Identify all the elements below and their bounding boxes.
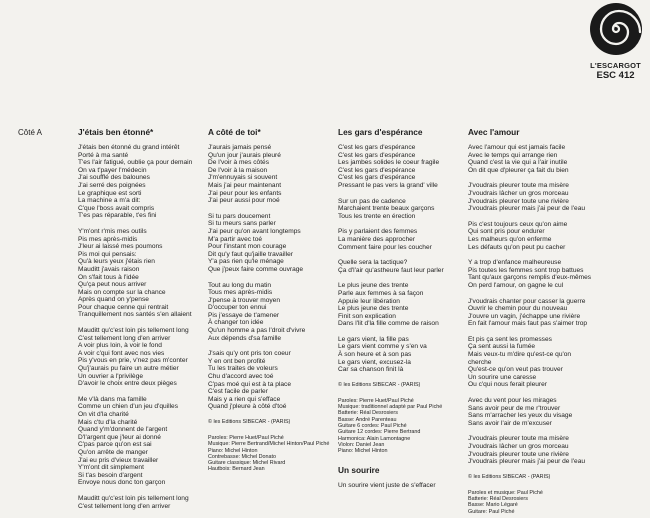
lyric-line: cherche [468, 358, 492, 366]
lyric-line: Avec du vent pour les mirages [468, 397, 557, 405]
lyric-line: Mais c'tu d'la charité [78, 418, 138, 426]
lyric-line: C'est tellement long d'en arriver [78, 334, 171, 342]
lyric-line: D'l'argent que j'leur ai donné [78, 433, 161, 441]
song-title: J'étais ben étonné* [78, 127, 154, 137]
lyric-line: J'ai peur qu'on avant longtemps [208, 227, 301, 235]
lyric-line: Pour l'instant mon courage [208, 243, 287, 251]
escargot-logo [581, 0, 650, 81]
lyrics [468, 144, 596, 466]
lyric-line: Pour chaque cenne qui rentrait [78, 303, 169, 311]
lyric-line: Sur un pas de cadence [338, 197, 406, 205]
credits [338, 398, 466, 455]
lyric-line: Pis c'est toujours ceux qu'on aime [468, 220, 568, 228]
credit-line: Guitare: Paul Piché [468, 508, 515, 515]
credit-line: Hautbois: Bernard Jean [208, 466, 265, 473]
credit-line: Guitare 6 cordes: Paul Piché [338, 423, 407, 430]
lyric-line: J'voudrais pleurer toute une rivière [468, 450, 569, 458]
lyric-line: C'que l'boss avait compris [78, 204, 155, 212]
credit-line: Paroles et musique: Paul Piché [468, 489, 543, 496]
lyric-line: J'étais ben étonné du grand intérêt [78, 144, 180, 151]
lyric-line: C'est les gars d'espérance [338, 166, 416, 174]
copyright-notice: © les Editions SIBECAR - (PARIS) [208, 419, 291, 425]
lyric-line: À son heure et à son pas [338, 351, 412, 359]
lyric-line: Aux dépends d'sa famille [208, 334, 282, 342]
lyric-line: Envoye nous donc ton garçon [78, 479, 166, 487]
lyric-line: J'ai peur pour les enfants [208, 189, 282, 197]
credit-line: Basse: André Parenteau [338, 416, 397, 423]
lyric-line: Y'm'ont r'mis mes outils [78, 227, 147, 235]
credit-line: Batterie: Réal Desrosiers [338, 410, 398, 417]
lyric-line: Quand y'm'donnent de l'argent [78, 426, 168, 434]
lyric-line: Les défauts qu'on peut pu cacher [468, 243, 566, 251]
lyric-line: Porté à ma santé [78, 151, 129, 159]
lyric-line: Pis j'essaye de t'amener [208, 311, 280, 319]
lyric-line: Appuie leur libération [338, 297, 400, 305]
lyric-line: Un ouvrier a l'privilège [78, 372, 144, 380]
lyric-line: Ça sent aussi la fumée [468, 343, 536, 351]
song-title: Avec l'amour [468, 127, 520, 137]
stanza [468, 397, 596, 427]
lyric-line: Car sa chanson finit là [338, 366, 404, 374]
lyric-line: Tous mes après-midis [208, 289, 273, 297]
lyric-line: C'est les gars d'espérance [338, 151, 416, 159]
stanza [468, 144, 596, 174]
lyric-line: Ou c'qui nous ferait pleurer [468, 381, 547, 389]
lyric-line: Sans avoir l'air de m'excuser [468, 419, 552, 427]
lyric-line: Quand j'pleure à côté d'toé [208, 403, 287, 411]
stanza [338, 282, 466, 328]
lyric-line: On vit d'la charité [78, 411, 129, 418]
lyric-line: Tu les traites de voleurs [208, 365, 278, 373]
lyric-line: A voir plus loin, à voir le fond [78, 342, 162, 350]
lyrics [78, 144, 206, 510]
lyric-line: C'est les gars d'espérance [338, 174, 416, 182]
stanza [468, 259, 596, 289]
credits [468, 490, 596, 515]
stanza [468, 435, 596, 465]
lyric-line: Pis y parlaient des femmes [338, 228, 418, 236]
credit-line: Paroles: Pierre Huet/Paul Piché [338, 397, 414, 404]
lyric-line: J'ai eu pris d'vieux travailler [78, 456, 159, 464]
stanza [78, 327, 206, 388]
lyric-line: C'est facile de parler [208, 388, 268, 396]
snail-spiral-icon [589, 2, 643, 56]
lyric-line: J'leur ai laissé mes poumons [78, 243, 163, 251]
lyric-line: J'voudrais lâcher un gros morceau [468, 189, 569, 197]
lyric-line: Mais veux-tu m'dire qu'est-ce qu'on [468, 351, 572, 359]
credit-line: Violon: Daniel Jean [338, 441, 385, 448]
credit-line: Guitare classique: Michel Rivard [208, 460, 286, 467]
lyric-line: Après quand on y'pense [78, 296, 149, 304]
stanza [208, 213, 336, 274]
lyric-line: De l'voir à mes côtés [208, 159, 269, 167]
credit-line: Contrebasse: Michel Donato [208, 453, 277, 460]
stanza [78, 228, 206, 319]
lyric-line: J'ai soufflé des balounes [78, 174, 150, 182]
credit-line: Basse: Mario Légaré [468, 502, 518, 509]
lyric-line: J'pense à trouver moyen [208, 296, 280, 304]
lyric-line: Finit son explication [338, 312, 396, 320]
lyric-line: On dit que d'pleurer ça fait du bien [468, 166, 569, 174]
catalog-number: ESC 412 [596, 70, 635, 81]
lyric-line: Les malheurs qu'on enferme [468, 235, 552, 243]
lyric-line: Quand c'est la vie qui a l'air inutile [468, 159, 568, 167]
lyric-line: Pis moi qui pensais: [78, 250, 137, 258]
lyric-line: Les jambes solides le coeur fragile [338, 159, 440, 167]
lyric-line: Pis toutes les femmes sont trop battues [468, 266, 584, 274]
song-title: A côté de toi* [208, 127, 261, 137]
lyric-line: Qu'un homme a pas l'droit d'vivre [208, 327, 306, 335]
lyric-line: C'est les gars d'espérance [338, 144, 416, 151]
stanza [468, 221, 596, 251]
lyric-line: Avec l'amour qui est jamais facile [468, 144, 566, 151]
copyright-notice: © les Editions SIBECAR - (PARIS) [468, 473, 551, 480]
label-name: L'ESCARGOT [590, 61, 641, 70]
stanza [78, 495, 206, 510]
lyric-line: Mais j'ai peur maintenant [208, 181, 282, 189]
stanza [338, 259, 466, 274]
lyric-line: Qu'est-ce qu'on veut pas trouver [468, 366, 563, 374]
credit-line: Piano: Michel Hinton [208, 447, 258, 454]
lyric-line: Ça d'l'air qu'astheure faut leur parler [338, 266, 444, 274]
lyric-line: Y'm'ont dit simplement [78, 464, 144, 472]
lyric-line: Qu'un jour j'aurais pleuré [208, 151, 281, 159]
lyric-line: Quelle sera la tactique? [338, 259, 408, 267]
lyric-line: Si tu pars doucement [208, 212, 271, 220]
lyric-line: Qui sont pris pour endurer [468, 228, 545, 236]
stanza [468, 298, 596, 328]
lyric-line: Y'a pas rien qu'le ménage [208, 258, 284, 266]
lyric-line: J'voudrais pleurer toute ma misère [468, 182, 569, 190]
lyric-line: Pis y'vous en prie, v'nez pas m'conter [78, 357, 188, 365]
song-column-2 [208, 127, 336, 473]
lyric-line: Mais y a rien qui s'efface [208, 395, 281, 403]
lyric-line: Sans m'arracher les yeux du visage [468, 412, 573, 420]
lyric-line: Pis mes après-midis [78, 235, 138, 243]
lyric-line: Mauditt j'avais raison [78, 265, 140, 273]
song-title-next: Un sourire [338, 464, 380, 475]
lyric-line: J'aurais jamais pensé [208, 144, 272, 151]
lyric-line: J'voudrais pleurer mais j'ai peur de l'eau [468, 458, 586, 466]
lyric-line: D'avoir le choix entre deux pièges [78, 380, 177, 388]
lyric-line: Et pis ça sent les promesses [468, 335, 552, 343]
credit-line: Musique: Pierre Bertrand/Michel Hinton/Paul Piché [208, 441, 330, 448]
lyric-line: Mauditt qu'c'est loin pis tellement long [78, 494, 189, 502]
lyric-line: C'est tellement long d'en arriver [78, 502, 171, 510]
song-column-3 [338, 127, 466, 489]
lyric-line: En fait l'amour mais faut pas s'aimer trop [468, 320, 588, 328]
lyric-line: C'pas parce qu'on est sai [78, 441, 152, 449]
credit-line: Batterie: Réal Desrosiers [468, 496, 528, 503]
lyric-line: Un sourire vient juste de s'effacer [338, 481, 436, 489]
lyric-line: J'm'ennuyais si souvent [208, 174, 278, 182]
lyric-line: De l'voir à la maison [208, 166, 268, 174]
credit-line: Guitare 12 cordes: Pierre Bertrand [338, 429, 421, 436]
lyric-line: La machine a m'a dit: [78, 197, 141, 205]
stanza [338, 144, 466, 190]
lyric-line: Me v'là dans ma famille [78, 395, 147, 403]
lyrics [208, 144, 336, 411]
lyric-line: J'ai peur aussi pour moé [208, 197, 280, 205]
side-label: Côté A [18, 128, 43, 137]
lyric-line: J'voudrais lâcher un gros morceau [468, 443, 569, 450]
stanza [208, 350, 336, 411]
lyric-line: Chu d'accord avec toé [208, 373, 274, 381]
lyrics [338, 144, 466, 374]
lyric-line: Si tu meurs sans parler [208, 220, 276, 228]
stanza [338, 336, 466, 374]
lyric-line: Y en ont ben profité [208, 357, 266, 365]
lyric-line: Qu'j'aurais pu faire un autre métier [78, 365, 179, 373]
credit-line: Musique: traditionnel adapté par Paul Piché [338, 404, 443, 411]
lyric-line: J'voudrais pleurer toute une rivière [468, 197, 569, 205]
lyric-line: On va t'payer l'médecin [78, 166, 147, 174]
song-column-4 [468, 127, 596, 515]
stanza [468, 336, 596, 389]
lyric-line: Pressant le pas vers la grand' ville [338, 181, 438, 189]
lyric-line: Le plus jeune des trente [338, 305, 409, 313]
lyric-line: C'pas moé qui est à ta place [208, 380, 291, 388]
lyric-line: La manière des approcher [338, 235, 415, 243]
lyric-line: Le gars vient comme y s'en va [338, 343, 427, 351]
lyric-line: Le plus jeune des trente [338, 282, 409, 290]
lyric-line: À changer ton idée [208, 319, 264, 327]
lyric-line: Dit qu'y faut qu'jaille travailler [208, 250, 293, 258]
lyric-line: Que j'peux faire comme ouvrage [208, 265, 304, 273]
lyric-line: Qu'on arrête de manger [78, 448, 148, 456]
stanza [208, 144, 336, 205]
lyric-line: Tout au long du matin [208, 281, 272, 289]
credits [208, 435, 336, 473]
lyric-line: Marchaient trente beaux garçons [338, 205, 435, 213]
lyric-line: J'ouvre un vagin, j'échappe une rivière [468, 312, 581, 320]
lyric-line: Tranquillement nos santés s'en allaient [78, 311, 192, 319]
song-column-1 [78, 127, 206, 518]
lyric-line: Mais on compte sur la chance [78, 288, 166, 296]
lyric-line: Ouvrir le chemin pour du nouveau [468, 305, 568, 313]
lyric-line: Sans avoir peur de me r'trouver [468, 404, 561, 412]
lyric-line: T'es l'air fatigué, oublie ça pour demain [78, 159, 193, 167]
lyric-line: Qu'à leurs yeux j'étais rien [78, 258, 155, 266]
stanza [78, 144, 206, 220]
stanza [338, 228, 466, 251]
lyric-line: J'voudrais pleurer toute ma misère [468, 435, 569, 443]
lyric-line: On s'fait tous à l'idée [78, 273, 139, 281]
lyric-line: Le gars vient, excusez-la [338, 358, 411, 366]
lyric-line: J'voudrais chanter pour casser la guerre [468, 297, 586, 305]
lyric-line: On perd l'amour, on gagne le cul [468, 281, 564, 289]
song-title: Les gars d'espérance [338, 127, 423, 137]
lyric-line: A voir c'qui font avec nos vies [78, 349, 165, 357]
credit-line: Harmonica: Alain Lamontagne [338, 435, 411, 442]
lyric-line: J'sais qu'y ont pris ton coeur [208, 350, 291, 358]
lyric-line: Y a trop d'enfance malheureuse [468, 259, 562, 267]
copyright-notice: © les Editions SIBECAR - (PARIS) [338, 381, 421, 388]
lyric-line: T'es pas réparable, t'es fini [78, 212, 157, 220]
lyric-line: Si t'as besoin d'argent [78, 471, 143, 479]
lyric-line: Comment faire pour les coucher [338, 243, 432, 251]
lyric-line: Le gars vient, la fille pas [338, 335, 409, 343]
lyric-line: Dans l'lit d'la fille comme de raison [338, 320, 439, 328]
lyric-line: Parle aux femmes à sa façon [338, 289, 424, 297]
credit-line: Piano: Michel Hinton [338, 448, 388, 455]
stanza [78, 396, 206, 487]
lyric-line: M'a partir avec toé [208, 235, 263, 243]
lyric-line: D'occuper ton ennui [208, 304, 267, 312]
stanza [338, 198, 466, 221]
lyric-line: Qu'ça peut nous arriver [78, 281, 147, 289]
lyric-line: Un sourire une caresse [468, 373, 537, 381]
lyric-line: Le graphique est sorti [78, 189, 142, 197]
lyric-line: Tant qu'aux garçons remplis d'eux-mêmes [468, 274, 592, 282]
lyric-line: Comme un chien d'un jeu d'quilles [78, 403, 179, 411]
lyric-line: J'ai serré des poignées [78, 181, 146, 189]
lyric-line: J'voudrais pleurer mais j'ai peur de l'eau [468, 205, 586, 213]
lyric-line: Tous les trente en érection [338, 212, 416, 220]
stanza [468, 182, 596, 212]
stanza [208, 282, 336, 343]
credit-line: Paroles: Pierre Huet/Paul Piché [208, 435, 284, 441]
lyric-line: Mauditt qu'c'est loin pis tellement long [78, 327, 189, 335]
lyric-line: Avec le temps qui arrange rien [468, 151, 558, 159]
